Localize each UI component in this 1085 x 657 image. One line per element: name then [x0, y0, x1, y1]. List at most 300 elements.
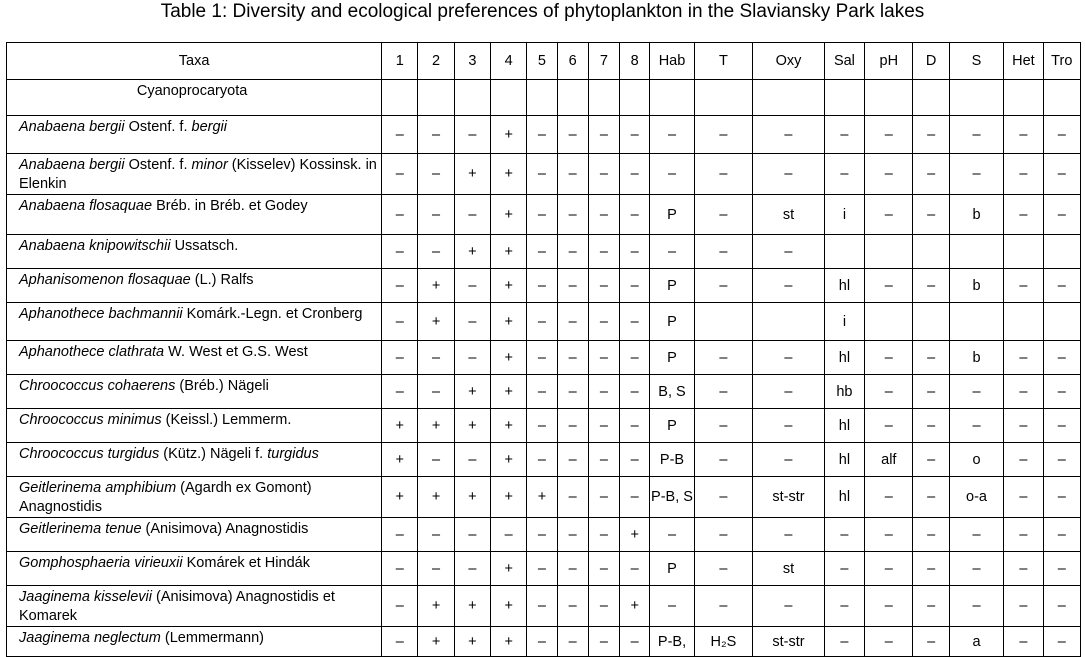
value-cell: – — [949, 552, 1003, 586]
value-cell: – — [588, 341, 619, 375]
value-cell — [694, 303, 752, 341]
phytoplankton-table — [6, 42, 1081, 657]
value-cell — [949, 235, 1003, 269]
value-cell: – — [650, 518, 694, 552]
table-row — [7, 269, 1081, 303]
value-cell — [1004, 235, 1043, 269]
value-cell: – — [1004, 477, 1043, 518]
column-header: 4 — [491, 43, 527, 80]
value-cell: – — [865, 269, 913, 303]
value-cell: – — [913, 552, 949, 586]
value-cell: – — [949, 586, 1003, 627]
value-cell: – — [382, 303, 418, 341]
value-cell: – — [694, 341, 752, 375]
empty-cell — [865, 80, 913, 116]
value-cell: – — [454, 303, 490, 341]
group-label: Cyanoprocaryota — [7, 80, 382, 116]
value-cell: – — [1043, 154, 1080, 195]
value-cell: – — [620, 443, 650, 477]
value-cell: – — [1004, 627, 1043, 657]
value-cell: – — [527, 586, 557, 627]
value-cell: – — [1043, 518, 1080, 552]
value-cell: – — [913, 269, 949, 303]
value-cell: – — [418, 195, 454, 235]
value-cell: – — [382, 586, 418, 627]
empty-cell — [418, 80, 454, 116]
value-cell: – — [620, 303, 650, 341]
column-header: Sal — [824, 43, 864, 80]
value-cell: – — [949, 116, 1003, 154]
value-cell — [913, 235, 949, 269]
value-cell: – — [694, 235, 752, 269]
value-cell: – — [865, 627, 913, 657]
value-cell: P — [650, 552, 694, 586]
column-header: T — [694, 43, 752, 80]
value-cell: – — [588, 269, 619, 303]
value-cell: – — [382, 195, 418, 235]
value-cell: + — [454, 154, 490, 195]
value-cell: – — [1004, 341, 1043, 375]
taxon-name: Chroococcus cohaerens (Bréb.) Nägeli — [7, 375, 382, 409]
value-cell: – — [382, 627, 418, 657]
value-cell: b — [949, 269, 1003, 303]
value-cell: hl — [824, 443, 864, 477]
empty-cell — [650, 80, 694, 116]
value-cell: – — [694, 375, 752, 409]
value-cell: – — [382, 116, 418, 154]
value-cell: – — [454, 518, 490, 552]
value-cell: – — [418, 552, 454, 586]
table-row — [7, 154, 1081, 195]
value-cell: – — [1004, 269, 1043, 303]
value-cell: i — [824, 303, 864, 341]
value-cell: i — [824, 195, 864, 235]
value-cell: – — [588, 195, 619, 235]
value-cell: + — [418, 586, 454, 627]
value-cell: – — [650, 586, 694, 627]
value-cell: – — [1043, 627, 1080, 657]
value-cell: – — [913, 116, 949, 154]
empty-cell — [491, 80, 527, 116]
table-row — [7, 552, 1081, 586]
column-header: Tro — [1043, 43, 1080, 80]
value-cell — [1043, 235, 1080, 269]
table-row — [7, 116, 1081, 154]
value-cell: + — [491, 116, 527, 154]
value-cell: – — [949, 409, 1003, 443]
value-cell: – — [865, 552, 913, 586]
value-cell: – — [527, 443, 557, 477]
empty-cell — [588, 80, 619, 116]
empty-cell — [753, 80, 825, 116]
group-row — [7, 80, 1081, 116]
value-cell: + — [620, 518, 650, 552]
value-cell: alf — [865, 443, 913, 477]
table-row — [7, 375, 1081, 409]
value-cell: P-B — [650, 443, 694, 477]
value-cell: + — [454, 375, 490, 409]
value-cell: – — [557, 375, 588, 409]
value-cell: – — [694, 443, 752, 477]
value-cell: – — [418, 154, 454, 195]
table-row — [7, 409, 1081, 443]
value-cell: – — [1043, 116, 1080, 154]
header-row — [7, 43, 1081, 80]
taxon-name: Geitlerinema amphibium (Agardh ex Gomont) Anagnostidis — [7, 477, 382, 518]
value-cell — [913, 303, 949, 341]
empty-cell — [1004, 80, 1043, 116]
value-cell: – — [620, 195, 650, 235]
empty-cell — [913, 80, 949, 116]
value-cell: – — [454, 195, 490, 235]
value-cell: – — [1004, 375, 1043, 409]
value-cell: + — [491, 627, 527, 657]
column-header: pH — [865, 43, 913, 80]
taxon-name: Jaaginema kisselevii (Anisimova) Anagnostidis et Komarek — [7, 586, 382, 627]
value-cell: – — [557, 409, 588, 443]
value-cell: – — [382, 235, 418, 269]
value-cell: – — [454, 116, 490, 154]
value-cell: – — [824, 116, 864, 154]
table-row — [7, 586, 1081, 627]
value-cell: – — [753, 409, 825, 443]
value-cell: – — [557, 303, 588, 341]
value-cell: – — [491, 518, 527, 552]
column-header: S — [949, 43, 1003, 80]
value-cell: P — [650, 269, 694, 303]
value-cell: hl — [824, 341, 864, 375]
value-cell: + — [491, 269, 527, 303]
value-cell: – — [557, 477, 588, 518]
value-cell: – — [753, 341, 825, 375]
value-cell: – — [865, 116, 913, 154]
column-header: Hab — [650, 43, 694, 80]
value-cell: + — [382, 477, 418, 518]
value-cell: o — [949, 443, 1003, 477]
value-cell: – — [527, 375, 557, 409]
value-cell: st-str — [753, 477, 825, 518]
value-cell: – — [824, 518, 864, 552]
value-cell: + — [454, 627, 490, 657]
column-header: 3 — [454, 43, 490, 80]
empty-cell — [824, 80, 864, 116]
value-cell: – — [620, 552, 650, 586]
value-cell: + — [418, 477, 454, 518]
value-cell: o-a — [949, 477, 1003, 518]
value-cell: – — [824, 552, 864, 586]
value-cell: B, S — [650, 375, 694, 409]
value-cell: hl — [824, 409, 864, 443]
value-cell: b — [949, 341, 1003, 375]
value-cell: a — [949, 627, 1003, 657]
value-cell: – — [1004, 409, 1043, 443]
value-cell: – — [1004, 518, 1043, 552]
value-cell: – — [753, 586, 825, 627]
value-cell: – — [527, 269, 557, 303]
empty-cell — [1043, 80, 1080, 116]
value-cell: – — [949, 375, 1003, 409]
value-cell: – — [620, 477, 650, 518]
value-cell: + — [491, 375, 527, 409]
value-cell: – — [527, 518, 557, 552]
value-cell: – — [620, 409, 650, 443]
value-cell: – — [1004, 552, 1043, 586]
value-cell: – — [557, 586, 588, 627]
value-cell: – — [620, 627, 650, 657]
value-cell: – — [753, 269, 825, 303]
value-cell: st — [753, 195, 825, 235]
value-cell: – — [557, 443, 588, 477]
value-cell: – — [557, 195, 588, 235]
value-cell: – — [588, 518, 619, 552]
value-cell — [865, 303, 913, 341]
value-cell: hl — [824, 477, 864, 518]
value-cell: – — [913, 341, 949, 375]
value-cell: – — [382, 269, 418, 303]
value-cell: – — [1043, 195, 1080, 235]
value-cell: + — [491, 341, 527, 375]
value-cell: – — [865, 195, 913, 235]
value-cell: – — [588, 627, 619, 657]
value-cell: – — [1004, 116, 1043, 154]
empty-cell — [949, 80, 1003, 116]
value-cell: – — [913, 518, 949, 552]
empty-cell — [620, 80, 650, 116]
column-header: 7 — [588, 43, 619, 80]
value-cell: – — [1043, 586, 1080, 627]
value-cell: – — [650, 116, 694, 154]
value-cell: – — [382, 375, 418, 409]
value-cell: + — [418, 303, 454, 341]
value-cell: – — [557, 341, 588, 375]
value-cell: – — [1043, 375, 1080, 409]
value-cell: – — [527, 154, 557, 195]
value-cell: + — [491, 409, 527, 443]
value-cell: – — [865, 518, 913, 552]
value-cell: – — [694, 518, 752, 552]
value-cell: – — [753, 375, 825, 409]
value-cell: – — [620, 269, 650, 303]
value-cell: – — [527, 409, 557, 443]
value-cell: – — [588, 409, 619, 443]
value-cell: – — [557, 627, 588, 657]
value-cell: – — [1043, 409, 1080, 443]
value-cell: – — [650, 235, 694, 269]
value-cell: – — [382, 552, 418, 586]
value-cell: – — [588, 303, 619, 341]
empty-cell — [527, 80, 557, 116]
value-cell: – — [620, 341, 650, 375]
value-cell: H₂S — [694, 627, 752, 657]
value-cell: – — [588, 477, 619, 518]
table-row — [7, 443, 1081, 477]
value-cell: – — [527, 627, 557, 657]
value-cell: – — [557, 518, 588, 552]
value-cell: – — [527, 552, 557, 586]
value-cell: – — [454, 443, 490, 477]
value-cell: – — [1004, 586, 1043, 627]
column-header: Taxa — [7, 43, 382, 80]
value-cell: + — [418, 269, 454, 303]
value-cell: – — [694, 154, 752, 195]
value-cell: – — [1043, 552, 1080, 586]
value-cell: – — [865, 586, 913, 627]
value-cell: st-str — [753, 627, 825, 657]
value-cell: – — [588, 235, 619, 269]
value-cell: + — [620, 586, 650, 627]
value-cell: – — [824, 154, 864, 195]
taxon-name: Aphanothece clathrata W. West et G.S. West — [7, 341, 382, 375]
value-cell: P — [650, 303, 694, 341]
table-row — [7, 518, 1081, 552]
column-header: D — [913, 43, 949, 80]
value-cell: + — [454, 409, 490, 443]
column-header: 1 — [382, 43, 418, 80]
value-cell: – — [454, 552, 490, 586]
value-cell: – — [557, 269, 588, 303]
value-cell: – — [557, 116, 588, 154]
value-cell: – — [454, 341, 490, 375]
value-cell: – — [913, 195, 949, 235]
taxon-name: Aphanisomenon flosaquae (L.) Ralfs — [7, 269, 382, 303]
value-cell: – — [382, 518, 418, 552]
value-cell: P — [650, 409, 694, 443]
value-cell: – — [588, 586, 619, 627]
value-cell: + — [491, 235, 527, 269]
value-cell: st — [753, 552, 825, 586]
value-cell: – — [865, 375, 913, 409]
value-cell: – — [1043, 477, 1080, 518]
value-cell: – — [418, 443, 454, 477]
value-cell: + — [491, 477, 527, 518]
taxon-name: Anabaena bergii Ostenf. f. minor (Kisselev) Kossinsk. in Elenkin — [7, 154, 382, 195]
empty-cell — [382, 80, 418, 116]
column-header: Het — [1004, 43, 1043, 80]
value-cell: – — [913, 443, 949, 477]
value-cell: – — [865, 154, 913, 195]
value-cell: + — [418, 409, 454, 443]
value-cell: + — [491, 154, 527, 195]
value-cell: + — [491, 443, 527, 477]
value-cell: – — [1004, 195, 1043, 235]
value-cell: – — [527, 116, 557, 154]
value-cell: P-B, — [650, 627, 694, 657]
value-cell: – — [557, 235, 588, 269]
value-cell: – — [694, 269, 752, 303]
value-cell: + — [491, 552, 527, 586]
value-cell: – — [418, 235, 454, 269]
value-cell: – — [824, 586, 864, 627]
value-cell: – — [527, 235, 557, 269]
value-cell: – — [1004, 443, 1043, 477]
value-cell: – — [557, 552, 588, 586]
taxon-name: Chroococcus turgidus (Kütz.) Nägeli f. turgidus — [7, 443, 382, 477]
value-cell: – — [865, 341, 913, 375]
value-cell: – — [694, 552, 752, 586]
value-cell: – — [418, 341, 454, 375]
column-header: 5 — [527, 43, 557, 80]
value-cell: – — [694, 195, 752, 235]
value-cell: b — [949, 195, 1003, 235]
value-cell: – — [620, 116, 650, 154]
value-cell: + — [527, 477, 557, 518]
column-header: 6 — [557, 43, 588, 80]
value-cell: + — [491, 586, 527, 627]
value-cell: – — [824, 627, 864, 657]
table-body — [7, 80, 1081, 657]
value-cell: – — [913, 409, 949, 443]
value-cell: – — [418, 116, 454, 154]
value-cell: – — [382, 154, 418, 195]
empty-cell — [454, 80, 490, 116]
value-cell: P — [650, 341, 694, 375]
taxon-name: Chroococcus minimus (Keissl.) Lemmerm. — [7, 409, 382, 443]
column-header: Oxy — [753, 43, 825, 80]
table-row — [7, 627, 1081, 657]
value-cell: – — [527, 341, 557, 375]
value-cell: – — [753, 154, 825, 195]
value-cell: – — [620, 235, 650, 269]
taxon-name: Anabaena knipowitschii Ussatsch. — [7, 235, 382, 269]
column-header: 8 — [620, 43, 650, 80]
value-cell — [865, 235, 913, 269]
value-cell: – — [1043, 269, 1080, 303]
value-cell: – — [588, 375, 619, 409]
table-title: Table 1: Diversity and ecological preferences of phytoplankton in the Slaviansky Park lakes — [160, 1, 925, 22]
taxon-name: Jaaginema neglectum (Lemmermann) — [7, 627, 382, 657]
taxon-name: Geitlerinema tenue (Anisimova) Anagnostidis — [7, 518, 382, 552]
value-cell: – — [753, 443, 825, 477]
value-cell: hl — [824, 269, 864, 303]
value-cell: – — [865, 477, 913, 518]
value-cell: + — [382, 443, 418, 477]
value-cell: – — [865, 409, 913, 443]
table-row — [7, 477, 1081, 518]
value-cell: – — [913, 627, 949, 657]
value-cell: – — [527, 303, 557, 341]
value-cell: + — [382, 409, 418, 443]
value-cell: – — [527, 195, 557, 235]
value-cell — [1004, 303, 1043, 341]
empty-cell — [694, 80, 752, 116]
value-cell: + — [491, 303, 527, 341]
table-row — [7, 195, 1081, 235]
value-cell: – — [694, 586, 752, 627]
value-cell: – — [418, 375, 454, 409]
value-cell: – — [753, 116, 825, 154]
value-cell: – — [620, 375, 650, 409]
taxon-name: Gomphosphaeria virieuxii Komárek et Hindák — [7, 552, 382, 586]
value-cell: – — [454, 269, 490, 303]
column-header: 2 — [418, 43, 454, 80]
value-cell — [824, 235, 864, 269]
value-cell: + — [454, 586, 490, 627]
value-cell: – — [913, 154, 949, 195]
value-cell — [1043, 303, 1080, 341]
value-cell: + — [454, 477, 490, 518]
value-cell: – — [588, 552, 619, 586]
value-cell: – — [1043, 443, 1080, 477]
value-cell: – — [1043, 341, 1080, 375]
value-cell: – — [949, 154, 1003, 195]
value-cell: – — [588, 154, 619, 195]
value-cell: – — [694, 477, 752, 518]
value-cell: – — [913, 375, 949, 409]
value-cell: – — [620, 154, 650, 195]
table-row — [7, 235, 1081, 269]
taxon-name: Aphanothece bachmannii Komárk.-Legn. et Cronberg — [7, 303, 382, 341]
value-cell: – — [913, 586, 949, 627]
